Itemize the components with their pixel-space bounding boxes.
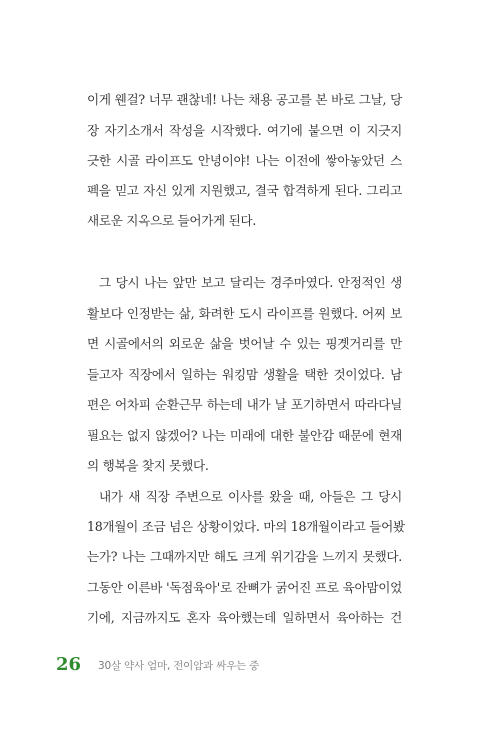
text-line: 그동안 이른바 '독점육아'로 잔뼈가 굵어진 프로 육아맘이었 [87, 580, 402, 595]
text-line: 18개월이 조금 넘은 상황이었다. 마의 18개월이라고 들어봤 [87, 519, 405, 534]
text-line: 새로운 지옥으로 들어가게 된다. [87, 213, 257, 228]
text-line: 펙을 믿고 자신 있게 지원했고, 결국 합격하게 된다. 그리고 [87, 183, 402, 198]
text-line: 그 당시 나는 앞만 보고 달리는 경주마였다. 안정적인 생 [99, 275, 402, 290]
text-line: 면 시골에서의 외로운 삶을 벗어날 수 있는 핑곗거리를 만 [87, 336, 402, 351]
text-line: 들고자 직장에서 일하는 워킹맘 생활을 택한 것이었다. 남 [87, 367, 402, 382]
text-line: 필요는 없지 않겠어? 나는 미래에 대한 불안감 때문에 현재 [87, 428, 402, 443]
text-line: 장 자기소개서 작성을 시작했다. 여기에 붙으면 이 지긋지 [87, 123, 402, 138]
text-line: 의 행복을 찾지 못했다. [87, 458, 209, 473]
running-head: 30살 약사 엄마, 전이암과 싸우는 중 [98, 660, 260, 672]
text-line: 내가 새 직장 주변으로 이사를 왔을 때, 아들은 그 당시 [99, 489, 402, 504]
text-line: 활보다 인정받는 삶, 화려한 도시 라이프를 원했다. 어찌 보 [87, 306, 402, 321]
text-line: 기에, 지금까지도 혼자 육아했는데 일하면서 육아하는 건 [87, 610, 402, 625]
page-number: 26 [56, 654, 82, 675]
text-line: 는가? 나는 그때까지만 해도 크게 위기감을 느끼지 못했다. [87, 549, 402, 564]
text-line: 편은 어차피 순환근무 하는데 내가 날 포기하면서 따라다닐 [87, 397, 402, 412]
text-line: 이게 웬걸? 너무 괜찮네! 나는 채용 공고를 본 바로 그날, 당 [87, 92, 402, 107]
text-line: 긋한 시골 라이프도 안녕이야! 나는 이전에 쌓아놓았던 스 [87, 153, 402, 168]
